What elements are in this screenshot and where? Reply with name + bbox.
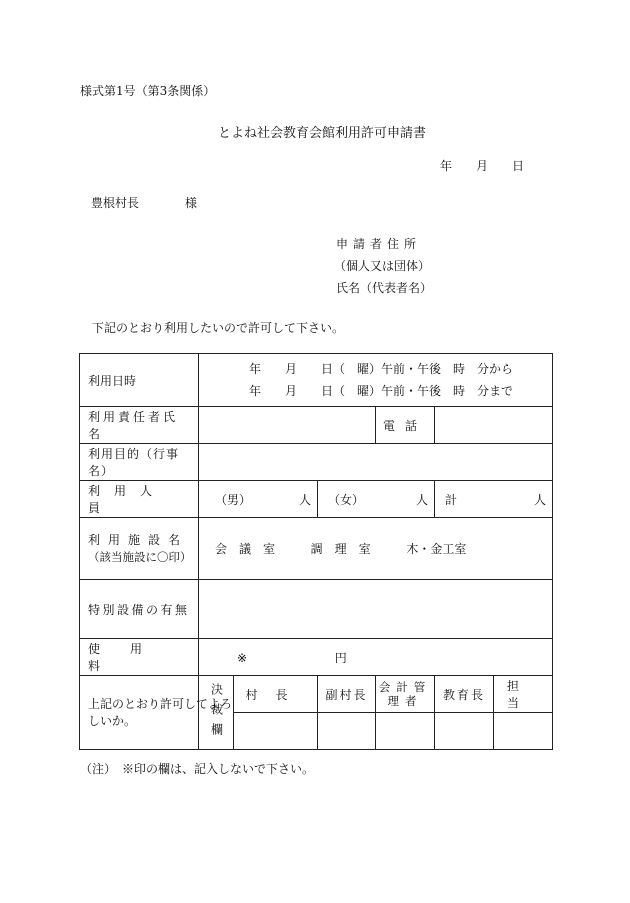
fee-mark: ※: [237, 650, 248, 665]
datetime-to: 年 月 日（ 曜）午前・午後 時 分まで: [249, 384, 514, 398]
stamp-village-head[interactable]: [234, 713, 318, 750]
fee-cell: [199, 639, 553, 676]
purpose-label: 利用目的（行事名）: [80, 444, 199, 481]
row-purpose: [80, 444, 553, 481]
addressee-name: 豊根村長: [91, 196, 140, 210]
form-number: 様式第1号（第3条関係）: [80, 84, 216, 98]
phone-label: 電話: [376, 407, 435, 444]
row-people: [80, 481, 553, 518]
row-approval-header: [80, 676, 553, 713]
date-line: [440, 157, 524, 174]
stamp-deputy-head[interactable]: [318, 713, 376, 750]
facility-label-text: 利用施設名: [88, 532, 189, 547]
row-datetime: [80, 354, 553, 407]
row-responsible: [80, 407, 553, 444]
equipment-input[interactable]: [199, 580, 553, 639]
datetime-cell[interactable]: [199, 354, 553, 407]
date-year: 年: [440, 159, 453, 173]
male-unit: 人: [298, 492, 311, 507]
stamp-staff[interactable]: [494, 713, 553, 750]
female-unit: 人: [415, 492, 428, 507]
applicant-type-label: （個人又は団体）: [334, 259, 431, 273]
page-title: とよね社会教育会館利用許可申請書: [218, 126, 427, 141]
date-day: 日: [511, 159, 524, 173]
people-label-text: 利用人員: [88, 484, 167, 515]
facility-option-woodwork[interactable]: 木・金工室: [406, 542, 467, 556]
responsible-input[interactable]: [199, 407, 376, 444]
datetime-label-text: 利用日時: [88, 373, 137, 388]
approval-column-label: [199, 676, 234, 750]
applicant-address-label: 申請者住所: [336, 237, 422, 251]
people-male[interactable]: [199, 481, 318, 518]
phone-input[interactable]: [435, 407, 553, 444]
male-label: （男）: [215, 492, 252, 507]
addressee-honorific: 様: [185, 196, 198, 210]
female-label: （女）: [328, 492, 365, 507]
row-fee: [80, 639, 553, 676]
intro-text: 下記のとおり利用したいので許可して下さい。: [92, 321, 345, 335]
purpose-input[interactable]: [199, 444, 553, 481]
fee-label: [80, 639, 199, 676]
row-facility: [80, 518, 553, 580]
equipment-label: 特別設備の有無: [80, 580, 199, 639]
fee-label-text: 使用料: [88, 642, 173, 673]
footnote: （注） ※印の欄は、記入しないで下さい。: [80, 762, 315, 776]
stamp-accounting-manager[interactable]: [376, 713, 435, 750]
role-staff: 担当: [494, 676, 553, 713]
role-deputy-head: 副村長: [318, 676, 376, 713]
facility-options: [199, 518, 553, 580]
row-equipment: [80, 580, 553, 639]
facility-sub-label: （該当施設に〇印）: [88, 549, 192, 564]
stamp-education-head[interactable]: [435, 713, 494, 750]
fee-unit: 円: [334, 650, 347, 665]
responsible-label: 利用責任者氏名: [80, 407, 199, 444]
date-month: 月: [475, 159, 488, 173]
total-label: 計: [445, 492, 458, 507]
application-table: [79, 353, 553, 750]
facility-option-cooking[interactable]: 調 理 室: [310, 542, 371, 556]
total-unit: 人: [533, 492, 546, 507]
approval-text-content: 上記のとおり許可してよろしいか。: [88, 696, 233, 728]
role-education-head: 教育長: [435, 676, 494, 713]
role-accounting-manager: 会計管理者: [376, 676, 435, 713]
applicant-name-label: 氏名（代表者名）: [336, 281, 433, 295]
datetime-from: 年 月 日（ 曜）午前・午後 時 分から: [249, 362, 514, 376]
people-label: [80, 481, 199, 518]
people-total[interactable]: [435, 481, 553, 518]
approval-column-label-text: 決裁欄: [209, 682, 224, 743]
datetime-label: [80, 354, 199, 407]
role-village-head: 村長: [234, 676, 318, 713]
facility-label: [80, 518, 199, 580]
facility-option-meeting[interactable]: 会 議 室: [215, 542, 276, 556]
people-female[interactable]: [318, 481, 435, 518]
